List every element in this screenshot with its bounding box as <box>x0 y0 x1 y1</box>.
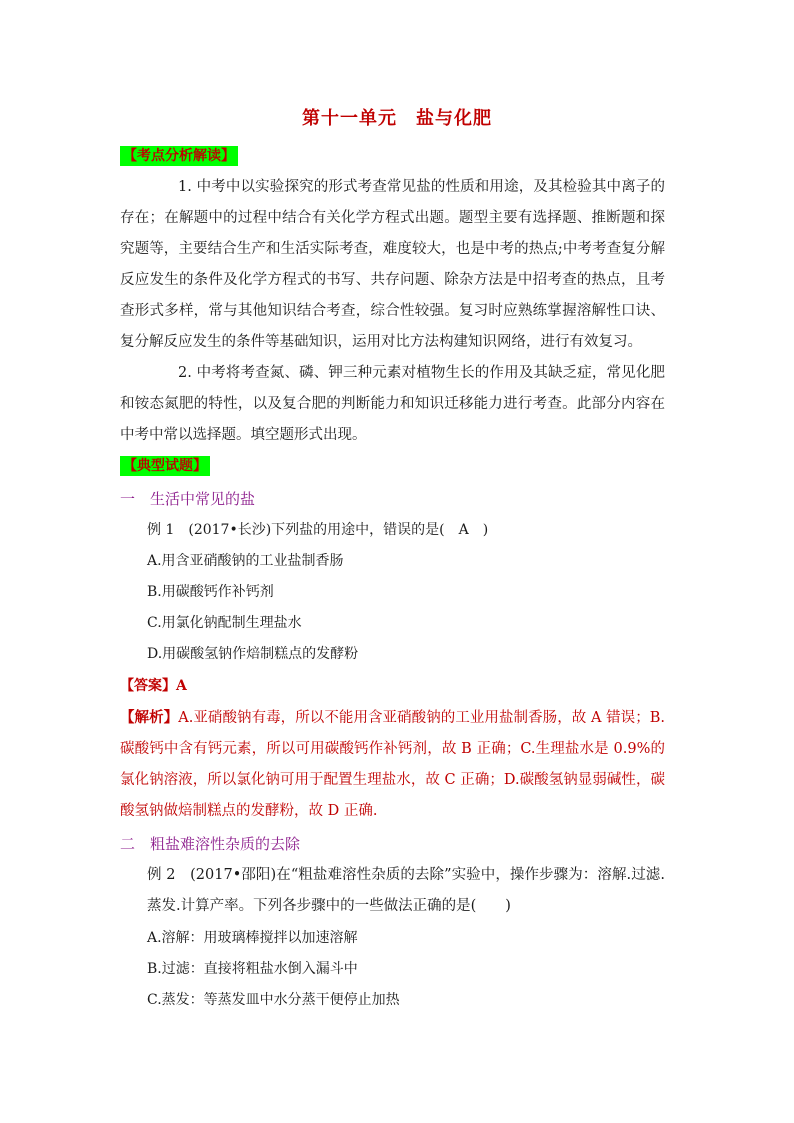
analysis-paragraph-1 <box>120 172 665 358</box>
explanation-label: 【解析】 <box>120 709 179 726</box>
example-2-option-b: B.过滤：直接将粗盐水倒入漏斗中 <box>147 961 358 977</box>
section-tag-typical: 【典型试题】 <box>120 456 210 476</box>
analysis-paragraph-2 <box>120 358 665 451</box>
section-tag-analysis: 【考点分析解读】 <box>120 146 238 166</box>
example-1-answer: 【答案】A <box>120 678 187 694</box>
section-heading-2: 二 粗盐难溶性杂质的去除 <box>120 835 301 853</box>
page-title: 第十一单元 盐与化肥 <box>302 108 492 129</box>
example-1-question: 例 1 (2017•长沙)下列盐的用途中，错误的是( A ) <box>147 522 489 538</box>
section-heading-1: 一 生活中常见的盐 <box>120 490 256 508</box>
analysis-text-1: 1. 中考中以实验探究的形式考查常见盐的性质和用途，及其检验其中离子的存在；在解题中的过程中结合有关化学方程式出题。题型主要有选择题、推断题和探究题等，主要结合生产和生活实际考查，难度较大，也是中考的热点;中考考查复分解反应发生的条件及化学方程式的书写、共存问题、除杂方法是中招考查的热点，且考查形式多样，常与其他知识结合考查，综合性较强。复习时应熟练掌握溶解性口诀、复分解反应发生的条件等基础知识，运用对比方法构建知识网络，进行有效复习。 <box>120 179 665 350</box>
example-2-option-a: A.溶解：用玻璃棒搅拌以加速溶解 <box>147 930 358 946</box>
example-1-option-c: C.用氯化钠配制生理盐水 <box>147 615 302 631</box>
example-2-question: 例 2 (2017•邵阳)在“粗盐难溶性杂质的去除”实验中，操作步骤为：溶解.过滤.蒸发.计算产率。下列各步骤中的一些做法正确的是( ) <box>147 867 665 914</box>
example-1-option-d: D.用碳酸氢钠作焙制糕点的发酵粉 <box>147 646 359 662</box>
example-1-option-b: B.用碳酸钙作补钙剂 <box>147 584 274 600</box>
example-2-option-c: C.蒸发：等蒸发皿中水分蒸干便停止加热 <box>147 992 400 1008</box>
example-1-option-a: A.用含亚硝酸钠的工业盐制香肠 <box>147 553 344 569</box>
explanation-text: A.亚硝酸钠有毒，所以不能用含亚硝酸钠的工业用盐制香肠，故 A 错误；B.碳酸钙中含有钙元素，所以可用碳酸钙作补钙剂，故 B 正确；C.生理盐水是 0.9%的氯化钠溶液，所以氯化钠可用于配置生理盐水，故 C 正确；D.碳酸氢钠显弱碱性，碳酸氢钠做焙制糕点的发酵粉，故 D 正确. <box>120 710 665 819</box>
example-1-explanation <box>120 702 665 827</box>
analysis-text-2: 2. 中考将考查氮、磷、钾三种元素对植物生长的作用及其缺乏症，常见化肥和铵态氮肥的特性，以及复合肥的判断能力和知识迁移能力进行考查。此部分内容在中考中常以选择题。填空题形式出现。 <box>120 365 665 443</box>
